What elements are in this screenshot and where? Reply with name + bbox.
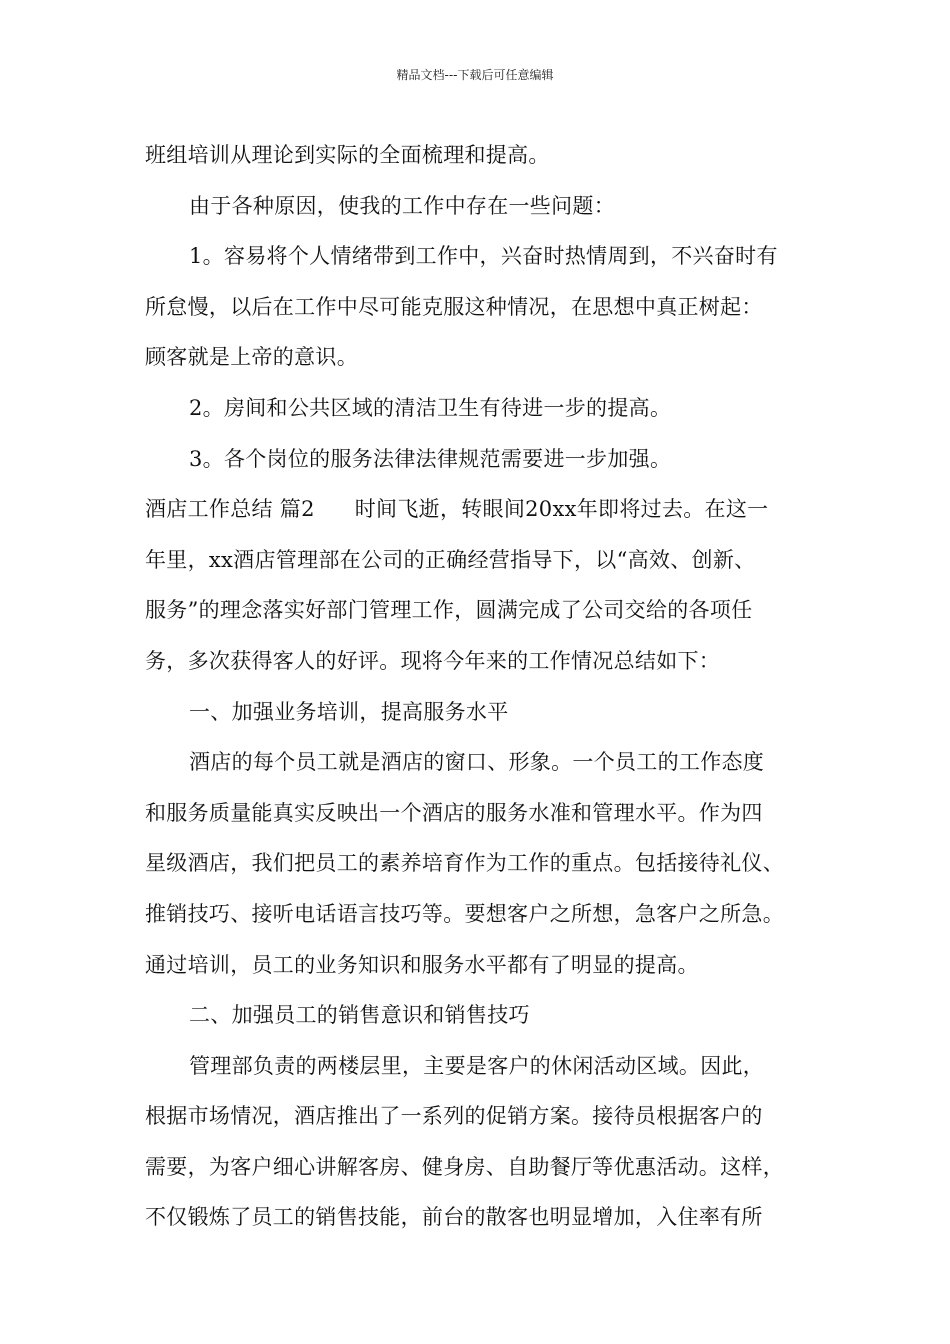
paragraph-line: 星级酒店，我们把员工的素养培育作为工作的重点。包括接待礼仪、 xyxy=(145,851,784,876)
paragraph-line: 务，多次获得客人的好评。现将今年来的工作情况总结如下： xyxy=(145,648,721,673)
paragraph-line: 顾客就是上帝的意识。 xyxy=(145,345,358,370)
paragraph-line: 需要，为客户细心讲解客房、健身房、自助餐厅等优惠活动。这样， xyxy=(145,1154,784,1179)
paragraph-line: 管理部负责的两楼层里，主要是客户的休闲活动区域。因此， xyxy=(189,1053,765,1078)
section-heading: 一、加强业务培训，提高服务水平 xyxy=(189,699,509,724)
paragraph-line: 班组培训从理论到实际的全面梳理和提高。 xyxy=(145,143,550,167)
paragraph-line: 服务”的理念落实好部门管理工作，圆满完成了公司交给的各项任 xyxy=(145,598,753,623)
paragraph-line: 所怠慢，以后在工作中尽可能克服这种情况，在思想中真正树起： xyxy=(145,294,763,319)
paragraph-line: 3。各个岗位的服务法律法律规范需要进一步加强。 xyxy=(189,446,672,471)
paragraph-text: 时间飞逝，转眼间20xx年即将过去。在这一 xyxy=(354,497,769,522)
paragraph-line: 年里，xx酒店管理部在公司的正确经营指导下，以“高效、创新、 xyxy=(145,547,756,572)
paragraph-line: 和服务质量能真实反映出一个酒店的服务水准和管理水平。作为四 xyxy=(145,800,763,825)
section-heading: 二、加强员工的销售意识和销售技巧 xyxy=(189,1003,530,1028)
document-body xyxy=(145,130,825,1243)
section-title: 酒店工作总结 篇2 xyxy=(145,497,315,522)
paragraph-line: 由于各种原因，使我的工作中存在一些问题： xyxy=(189,193,615,218)
paragraph-line: 2。房间和公共区域的清洁卫生有待进一步的提高。 xyxy=(189,395,672,420)
paragraph-line: 推销技巧、接听电话语言技巧等。要想客户之所想，急客户之所急。 xyxy=(145,901,784,926)
paragraph-line: 不仅锻炼了员工的销售技能，前台的散客也明显增加，入住率有所 xyxy=(145,1205,763,1230)
paragraph-line: 酒店的每个员工就是酒店的窗口、形象。一个员工的工作态度 xyxy=(189,750,765,775)
paragraph-line: 根据市场情况，酒店推出了一系列的促销方案。接待员根据客户的 xyxy=(145,1104,763,1129)
paragraph-line: 通过培训，员工的业务知识和服务水平都有了明显的提高。 xyxy=(145,952,699,977)
section-title-line xyxy=(145,484,825,535)
page-header: 精品文档---下载后可任意编辑 xyxy=(396,68,554,82)
paragraph-line: 1。容易将个人情绪带到工作中，兴奋时热情周到，不兴奋时有 xyxy=(189,244,778,269)
